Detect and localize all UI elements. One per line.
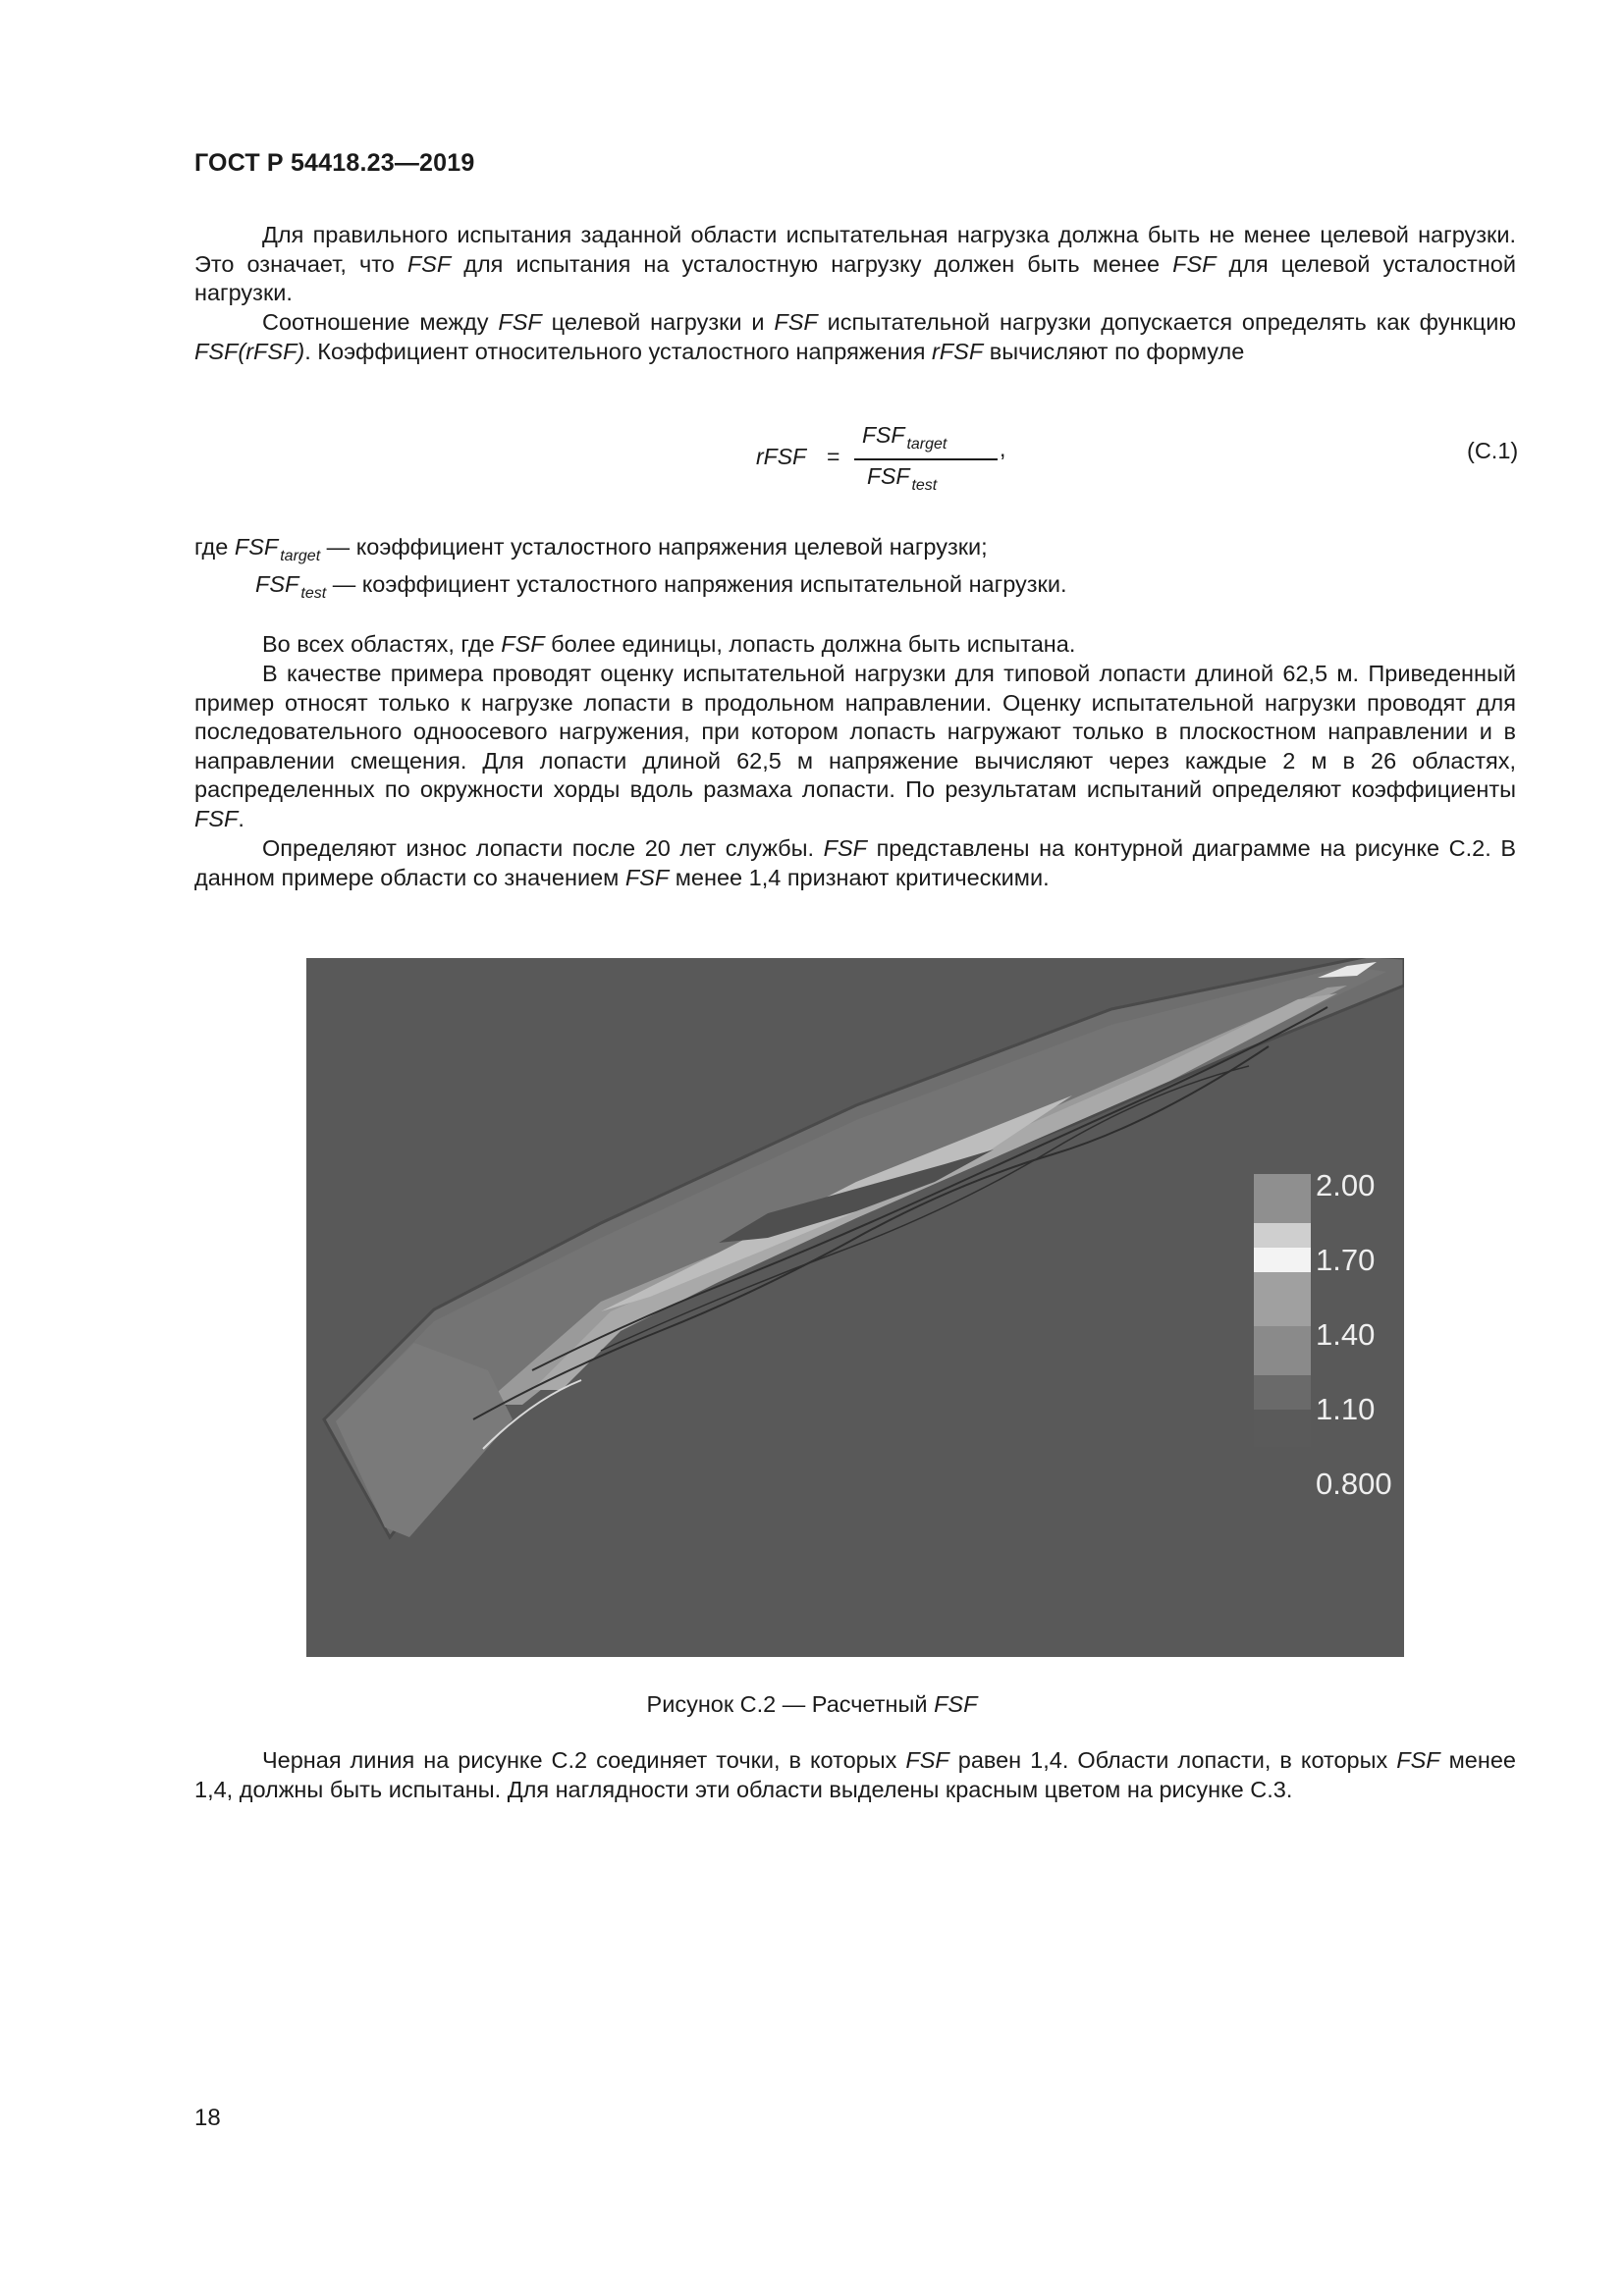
paragraph-4: В качестве примера проводят оценку испытательной нагрузки для типовой лопасти длиной 62,5 м. Приведенный пример относят только к нагрузке лопасти в продольном направлении. Оценку испытательной нагрузки проводят для последовательного одноосевого нагружения, при котором лопасть нагружают только в плоскостном направлении и в направлении смещения. Для лопасти длиной 62,5 м напряжение вычисляют через каждые 2 м в 26 областях, распределенных по окружности хорды вдоль размаха лопасти. По результатам испытаний определяют коэффициенты FSF. [194,661,1516,831]
formula-numerator: FSF $_{target}$ [862,422,947,453]
paragraph-1: Для правильного испытания заданной области испытательная нагрузка должна быть не менее целевой нагрузки. Это означает, что FSF для испытания на усталостную нагрузку должен быть менее FSF для целевой усталостной нагрузки. [194,222,1516,305]
figure-caption: Рисунок С.2 — Расчетный FSF [646,1691,978,1717]
formula-equals: = [827,444,840,469]
formula-c1 [756,422,1006,501]
paragraph-6: Черная линия на рисунке С.2 соединяет точки, в которых FSF равен 1,4. Области лопасти, в которых FSF менее 1,4, должны быть испытаны. Для наглядности эти области выделены красным цветом на рисунке С.3. [194,1747,1516,1802]
fraction-bar [854,458,998,460]
formula-denominator: FSF $_{test}$ [867,463,938,494]
page-number: 18 [194,2105,221,2131]
where-line-2: FSF $_{test}$ — коэффициент усталостного напряжения испытательной нагрузки. [255,571,1067,602]
paragraph-3: Во всех областях, где FSF более единицы, лопасть должна быть испытана. [262,631,1076,657]
document-header: ГОСТ Р 54418.23—2019 [194,149,475,177]
legend-tick-label: 1.40 [1316,1317,1376,1352]
legend-tick-label: 2.00 [1316,1168,1376,1202]
where-line-1: где FSF $_{target}$ — коэффициент усталостного напряжения целевой нагрузки; [194,534,988,564]
formula-lhs: rFSF [756,444,807,469]
fsf-contour-figure [306,958,1404,1657]
legend-tick-label: 1.70 [1316,1243,1376,1277]
legend-colorbar [1254,1174,1311,1447]
blade-contour-plot [306,958,1404,1657]
legend-tick-label: 1.10 [1316,1392,1376,1426]
equation-number: (С.1) [1467,438,1519,463]
paragraph-5: Определяют износ лопасти после 20 лет службы. FSF представлены на контурной диаграмме на рисунке С.2. В данном примере области со значением FSF менее 1,4 признают критическими. [194,835,1516,890]
paragraph-2: Соотношение между FSF целевой нагрузки и FSF испытательной нагрузки допускается определять как функцию FSF(rFSF). Коэффициент относительного усталостного напряжения rFSF вычисляют по формуле [194,309,1516,364]
formula-comma: , [1000,436,1006,461]
legend-tick-label: 0.800 [1316,1467,1392,1501]
